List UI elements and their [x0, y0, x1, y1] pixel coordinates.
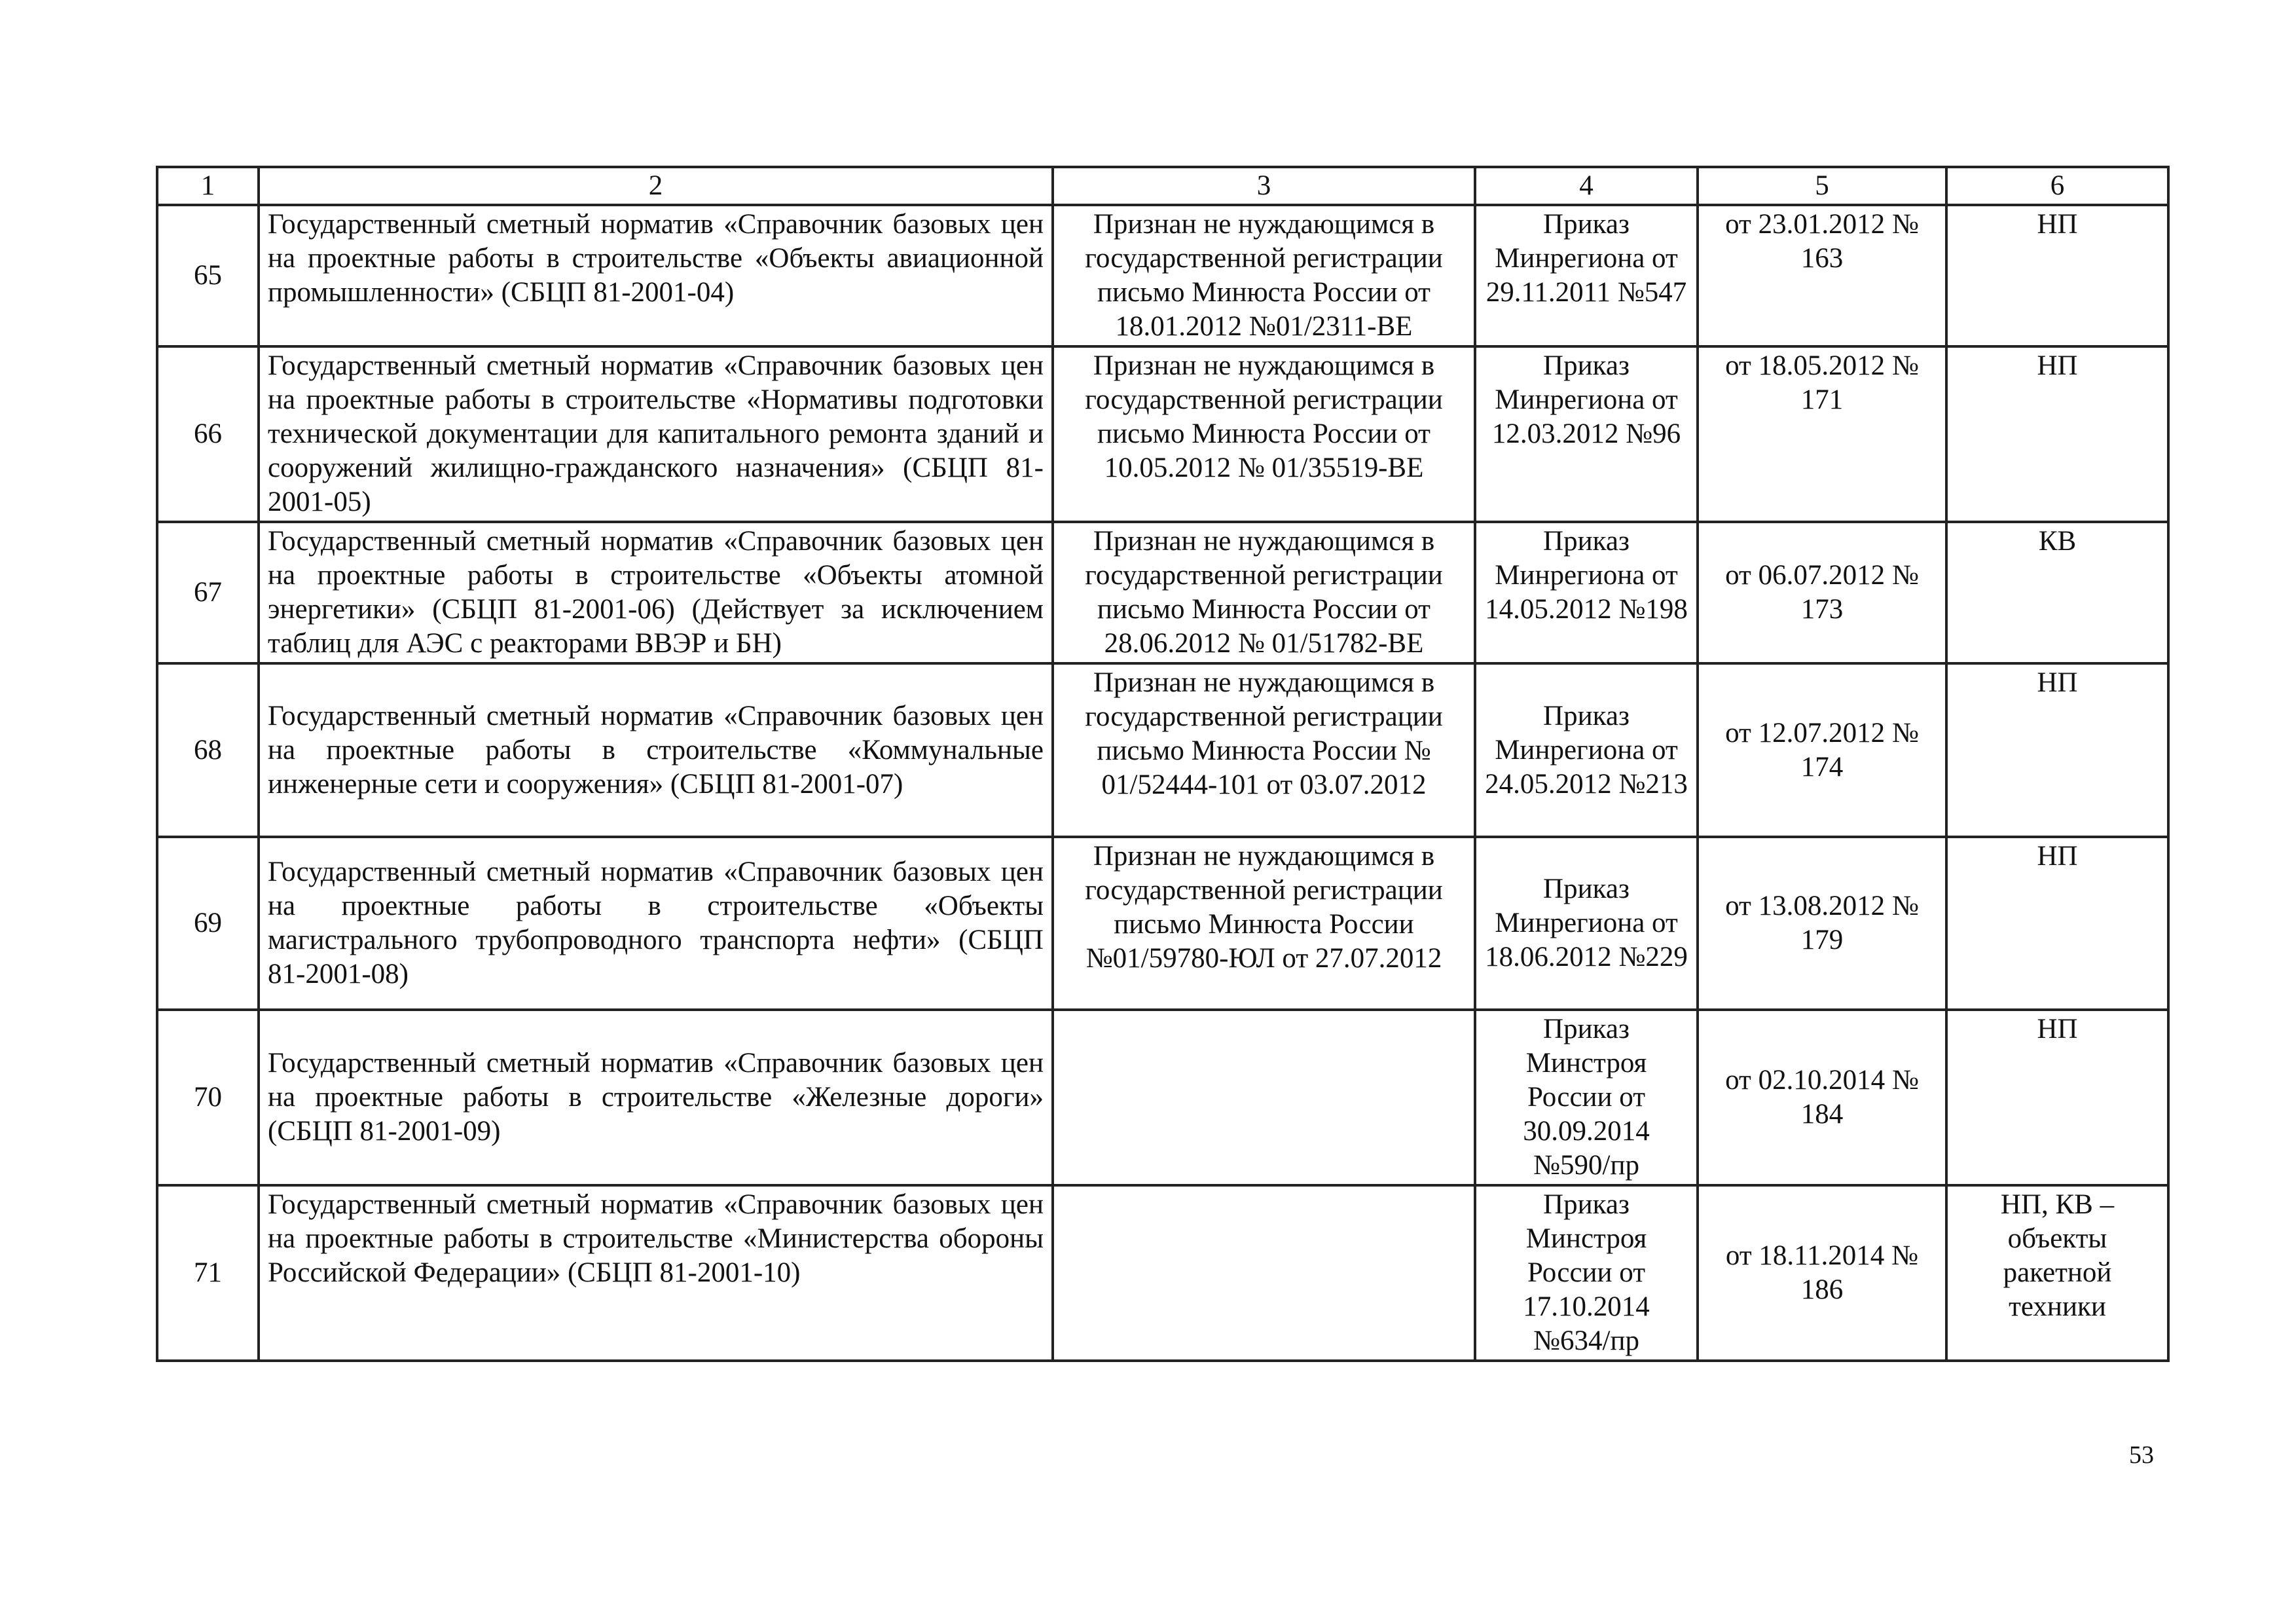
- approval-order: Приказ Минстроя России от 17.10.2014 №634/пр: [1475, 1185, 1698, 1361]
- table-row: [157, 1185, 2168, 1361]
- column-header: 3: [1053, 167, 1475, 205]
- status-code: НП, КВ – объекты ракетной техники: [1946, 1185, 2168, 1361]
- inclusion-date: от 06.07.2012 № 173: [1698, 522, 1946, 663]
- table-row: [157, 205, 2168, 346]
- inclusion-date: от 23.01.2012 № 163: [1698, 205, 1946, 346]
- table-row: [157, 522, 2168, 663]
- column-header: 1: [157, 167, 259, 205]
- column-header: 4: [1475, 167, 1698, 205]
- row-number: 67: [157, 522, 259, 663]
- approval-order: Приказ Минстроя России от 30.09.2014 №590/пр: [1475, 1010, 1698, 1185]
- normative-name: Государственный сметный норматив «Справочник базовых цен на проектные работы в строительстве «Железные дороги» (СБЦП 81-2001-09): [259, 1010, 1053, 1185]
- table-row: [157, 346, 2168, 522]
- column-header: 2: [259, 167, 1053, 205]
- column-header: 6: [1946, 167, 2168, 205]
- approval-order: Приказ Минрегиона от 24.05.2012 №213: [1475, 663, 1698, 837]
- registration-status: Признан не нуждающимся в государственной регистрации письмо Минюста России от 28.06.2012 № 01/51782-ВЕ: [1053, 522, 1475, 663]
- table-row: [157, 663, 2168, 837]
- normative-name: Государственный сметный норматив «Справочник базовых цен на проектные работы в строительстве «Министерства обороны Российской Федерации» (СБЦП 81-2001-10): [259, 1185, 1053, 1361]
- inclusion-date: от 13.08.2012 № 179: [1698, 837, 1946, 1010]
- inclusion-date: от 02.10.2014 № 184: [1698, 1010, 1946, 1185]
- inclusion-date: от 18.05.2012 № 171: [1698, 346, 1946, 522]
- normative-name: Государственный сметный норматив «Справочник базовых цен на проектные работы в строительстве «Объекты магистрального трубопроводного транспорта нефти» (СБЦП 81-2001-08): [259, 837, 1053, 1010]
- registration-status: Признан не нуждающимся в государственной регистрации письмо Минюста России №01/59780-ЮЛ от 27.07.2012: [1053, 837, 1475, 1010]
- registration-status: Признан не нуждающимся в государственной регистрации письмо Минюста России от 18.01.2012 №01/2311-ВЕ: [1053, 205, 1475, 346]
- row-number: 65: [157, 205, 259, 346]
- document-page: [156, 166, 2167, 1362]
- status-code: НП: [1946, 663, 2168, 837]
- normative-name: Государственный сметный норматив «Справочник базовых цен на проектные работы в строительстве «Объекты авиационной промышленности» (СБЦП 81-2001-04): [259, 205, 1053, 346]
- status-code: НП: [1946, 346, 2168, 522]
- normative-name: Государственный сметный норматив «Справочник базовых цен на проектные работы в строительстве «Коммунальные инженерные сети и сооружения» (СБЦП 81-2001-07): [259, 663, 1053, 837]
- status-code: НП: [1946, 205, 2168, 346]
- row-number: 66: [157, 346, 259, 522]
- normative-name: Государственный сметный норматив «Справочник базовых цен на проектные работы в строительстве «Объекты атомной энергетики» (СБЦП 81-2001-06) (Действует за исключением таблиц для АЭС с реакторами ВВЭР и БН): [259, 522, 1053, 663]
- table-row: [157, 837, 2168, 1010]
- normative-registry-table: [156, 166, 2170, 1362]
- page-number: 53: [2129, 1441, 2154, 1469]
- column-number-row: [157, 167, 2168, 205]
- inclusion-date: от 18.11.2014 № 186: [1698, 1185, 1946, 1361]
- approval-order: Приказ Минрегиона от 14.05.2012 №198: [1475, 522, 1698, 663]
- registration-status: Признан не нуждающимся в государственной регистрации письмо Минюста России от 10.05.2012 № 01/35519-ВЕ: [1053, 346, 1475, 522]
- table-row: [157, 1010, 2168, 1185]
- row-number: 69: [157, 837, 259, 1010]
- approval-order: Приказ Минрегиона от 12.03.2012 №96: [1475, 346, 1698, 522]
- registration-status: [1053, 1185, 1475, 1361]
- row-number: 68: [157, 663, 259, 837]
- row-number: 71: [157, 1185, 259, 1361]
- inclusion-date: от 12.07.2012 № 174: [1698, 663, 1946, 837]
- normative-name: Государственный сметный норматив «Справочник базовых цен на проектные работы в строительстве «Нормативы подготовки технической документации для капитального ремонта зданий и сооружений жилищно-гражданского назначения» (СБЦП 81-2001-05): [259, 346, 1053, 522]
- approval-order: Приказ Минрегиона от 29.11.2011 №547: [1475, 205, 1698, 346]
- column-header: 5: [1698, 167, 1946, 205]
- registration-status: [1053, 1010, 1475, 1185]
- status-code: КВ: [1946, 522, 2168, 663]
- status-code: НП: [1946, 837, 2168, 1010]
- approval-order: Приказ Минрегиона от 18.06.2012 №229: [1475, 837, 1698, 1010]
- row-number: 70: [157, 1010, 259, 1185]
- registration-status: Признан не нуждающимся в государственной регистрации письмо Минюста России № 01/52444-101 от 03.07.2012: [1053, 663, 1475, 837]
- status-code: НП: [1946, 1010, 2168, 1185]
